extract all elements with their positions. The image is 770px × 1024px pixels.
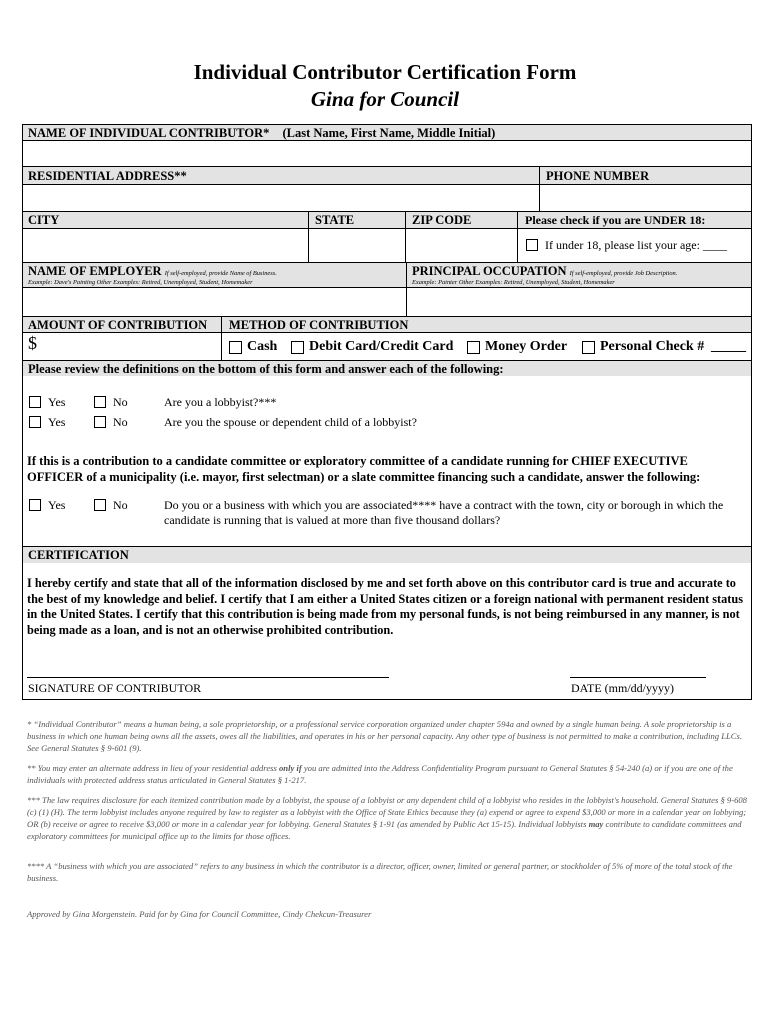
- under18-label: Please check if you are UNDER 18:: [525, 213, 706, 227]
- name-label: [28, 126, 495, 141]
- footnote-1: * “Individual Contributor” means a human being, a sole proprietorship, or a professional service corporation organized under chapter 594a and owned by a single human being. A sole proprietorship is a business in which one human being owns all the assets, owes all the liabilities, and operates in his or her personal capacity. Any other type of business is not permitted to make a contribution, including LLCs. See General Statutes § 9-601 (9).: [27, 719, 742, 753]
- q2-yes-label: Yes: [48, 415, 66, 429]
- footnote-3: [27, 794, 747, 842]
- card-label: Debit Card/Credit Card: [309, 339, 454, 354]
- employer-hint: If self-employed, provide Name of Business.: [164, 270, 277, 277]
- q1-no-checkbox[interactable]: [94, 396, 106, 408]
- divider: [405, 211, 406, 229]
- under18-age-text: If under 18, please list your age: ____: [545, 238, 727, 252]
- divider: [308, 211, 309, 229]
- address-input[interactable]: [22, 184, 540, 212]
- occupation-example: Example: Painter Other Examples: Retired, Unemployed, Student, Homemaker: [412, 279, 615, 286]
- check-checkbox[interactable]: [582, 341, 595, 354]
- method-label: METHOD OF CONTRIBUTION: [229, 318, 409, 332]
- q2-text: Are you the spouse or dependent child of a lobbyist?: [164, 415, 417, 429]
- city-input[interactable]: [22, 228, 309, 263]
- occupation-label-text: PRINCIPAL OCCUPATION: [412, 264, 567, 278]
- q3-no-checkbox[interactable]: [94, 499, 106, 511]
- city-label: CITY: [28, 213, 60, 227]
- certification-header: CERTIFICATION: [28, 548, 129, 562]
- form-title: Individual Contributor Certification Form: [193, 60, 577, 84]
- date-label: DATE (mm/dd/yyyy): [571, 681, 674, 695]
- check-label: Personal Check #: [600, 339, 705, 354]
- cash-label: Cash: [247, 339, 278, 354]
- ceo-intro: If this is a contribution to a candidate committee or exploratory committee of a candidate running for CHIEF EXECUTIVE OFFICER of a municipality (i.e. mayor, first selectman) or a slate committee financing such a candidate, answer the following:: [27, 454, 701, 484]
- review-header: Please review the definitions on the bottom of this form and answer each of the following:: [28, 362, 504, 376]
- amount-label: AMOUNT OF CONTRIBUTION: [28, 318, 208, 332]
- signature-label: SIGNATURE OF CONTRIBUTOR: [28, 681, 202, 695]
- footnote-4: **** A “business with which you are associated” refers to any business in which the contributor is a director, officer, owner, limited or general partner, or stockholder of 5% of more of the total stock of the business.: [27, 861, 733, 883]
- employer-example: Example: Dave's Painting Other Examples: Retired, Unemployed, Student, Homemaker: [28, 279, 253, 286]
- q1-yes-label: Yes: [48, 395, 66, 409]
- employer-label: [28, 264, 277, 279]
- card-checkbox[interactable]: [291, 341, 304, 354]
- amount-input[interactable]: [22, 332, 222, 361]
- employer-label-text: NAME OF EMPLOYER: [28, 264, 162, 278]
- certification-header-bar: [22, 546, 752, 564]
- footnote-2: [27, 762, 747, 786]
- approval-line: Approved by Gina Morgenstein. Paid for by Gina for Council Committee, Cindy Chekcun-Treasurer: [27, 909, 372, 919]
- state-input[interactable]: [308, 228, 406, 263]
- zip-input[interactable]: [405, 228, 518, 263]
- q2-no-label: No: [113, 415, 128, 429]
- divider: [539, 166, 540, 185]
- occupation-label: [412, 264, 677, 279]
- occupation-input[interactable]: [406, 287, 752, 317]
- footnote-3-text-a: *** The law requires disclosure for each itemized contribution made by a lobbyist, the spouse of a lobbyist or any dependent child of a lobbyist who resides in the lobbyist's household. General Statutes § 9-608 (c) (1) (H). The term lobbyist includes anyone required by law to register as a lobbyist with the Office of State Ethics because they (a) expend or agree to expend $3,000 or more in a calendar year on lobbying; OR (b) receive or agree to receive $3,000 or more in a calendar year for lobbying. General Statutes § 1-91 (as amended by Public Act 15-15). Individual lobbyists: [27, 795, 747, 829]
- phone-label: PHONE NUMBER: [546, 169, 650, 183]
- address-label: RESIDENTIAL ADDRESS**: [28, 169, 187, 183]
- q2-no-checkbox[interactable]: [94, 416, 106, 428]
- employer-input[interactable]: [22, 287, 407, 317]
- form-subtitle: Gina for Council: [310, 87, 460, 111]
- check-number-blank[interactable]: _____: [711, 339, 746, 354]
- state-label: STATE: [315, 213, 355, 227]
- q3-yes-checkbox[interactable]: [29, 499, 41, 511]
- under18-checkbox[interactable]: [526, 239, 538, 251]
- date-line[interactable]: [570, 677, 706, 678]
- cash-checkbox[interactable]: [229, 341, 242, 354]
- footnote-2-text-a: ** You may enter an alternate address in lieu of your residential address: [27, 763, 279, 773]
- q3-yes-label: Yes: [48, 498, 66, 512]
- currency-symbol: $: [28, 333, 37, 353]
- q3-text: Do you or a business with which you are associated**** have a contract with the town, city or borough in which the candidate is running that is valued at more than five thousand dollars?: [164, 498, 724, 527]
- name-input[interactable]: [22, 140, 752, 167]
- footnote-3-text-b: contribute to candidate committees and exploratory committees for municipal office up to the limits for those offices.: [27, 819, 742, 841]
- money-order-checkbox[interactable]: [467, 341, 480, 354]
- occupation-hint: If self-employed, provide Job Description.: [569, 270, 678, 277]
- q1-text: Are you a lobbyist?***: [164, 395, 277, 409]
- footnote-3-emphasis: may: [588, 819, 604, 829]
- name-hint: (Last Name, First Name, Middle Initial): [282, 126, 496, 140]
- divider: [517, 211, 518, 229]
- certification-text: I hereby certify and state that all of the information disclosed by me and set forth above on this contributor card is true and accurate to the best of my knowledge and belief. I certify that I am either a United States citizen or a foreign national with permanent resident status in the United States. I certify that this contribution is being made from my personal funds, is not being reimbursed in any manner, is not being made as a loan, and is not an otherwise prohibited contribution.: [27, 576, 744, 637]
- footnote-2-emphasis: only if: [279, 763, 302, 773]
- q1-no-label: No: [113, 395, 128, 409]
- money-order-label: Money Order: [485, 339, 568, 354]
- name-label-text: NAME OF INDIVIDUAL CONTRIBUTOR*: [28, 126, 270, 140]
- signature-line[interactable]: [27, 677, 389, 678]
- q1-yes-checkbox[interactable]: [29, 396, 41, 408]
- q2-yes-checkbox[interactable]: [29, 416, 41, 428]
- q3-no-label: No: [113, 498, 128, 512]
- phone-input[interactable]: [539, 184, 752, 212]
- zip-label: ZIP CODE: [412, 213, 472, 227]
- footnote-2-text-b: you are admitted into the Address Confidentiality Program pursuant to General Statutes § 54-240 (a) or if you are one of the individuals with protected address status articulated in General Statutes § 1-217.: [27, 763, 733, 785]
